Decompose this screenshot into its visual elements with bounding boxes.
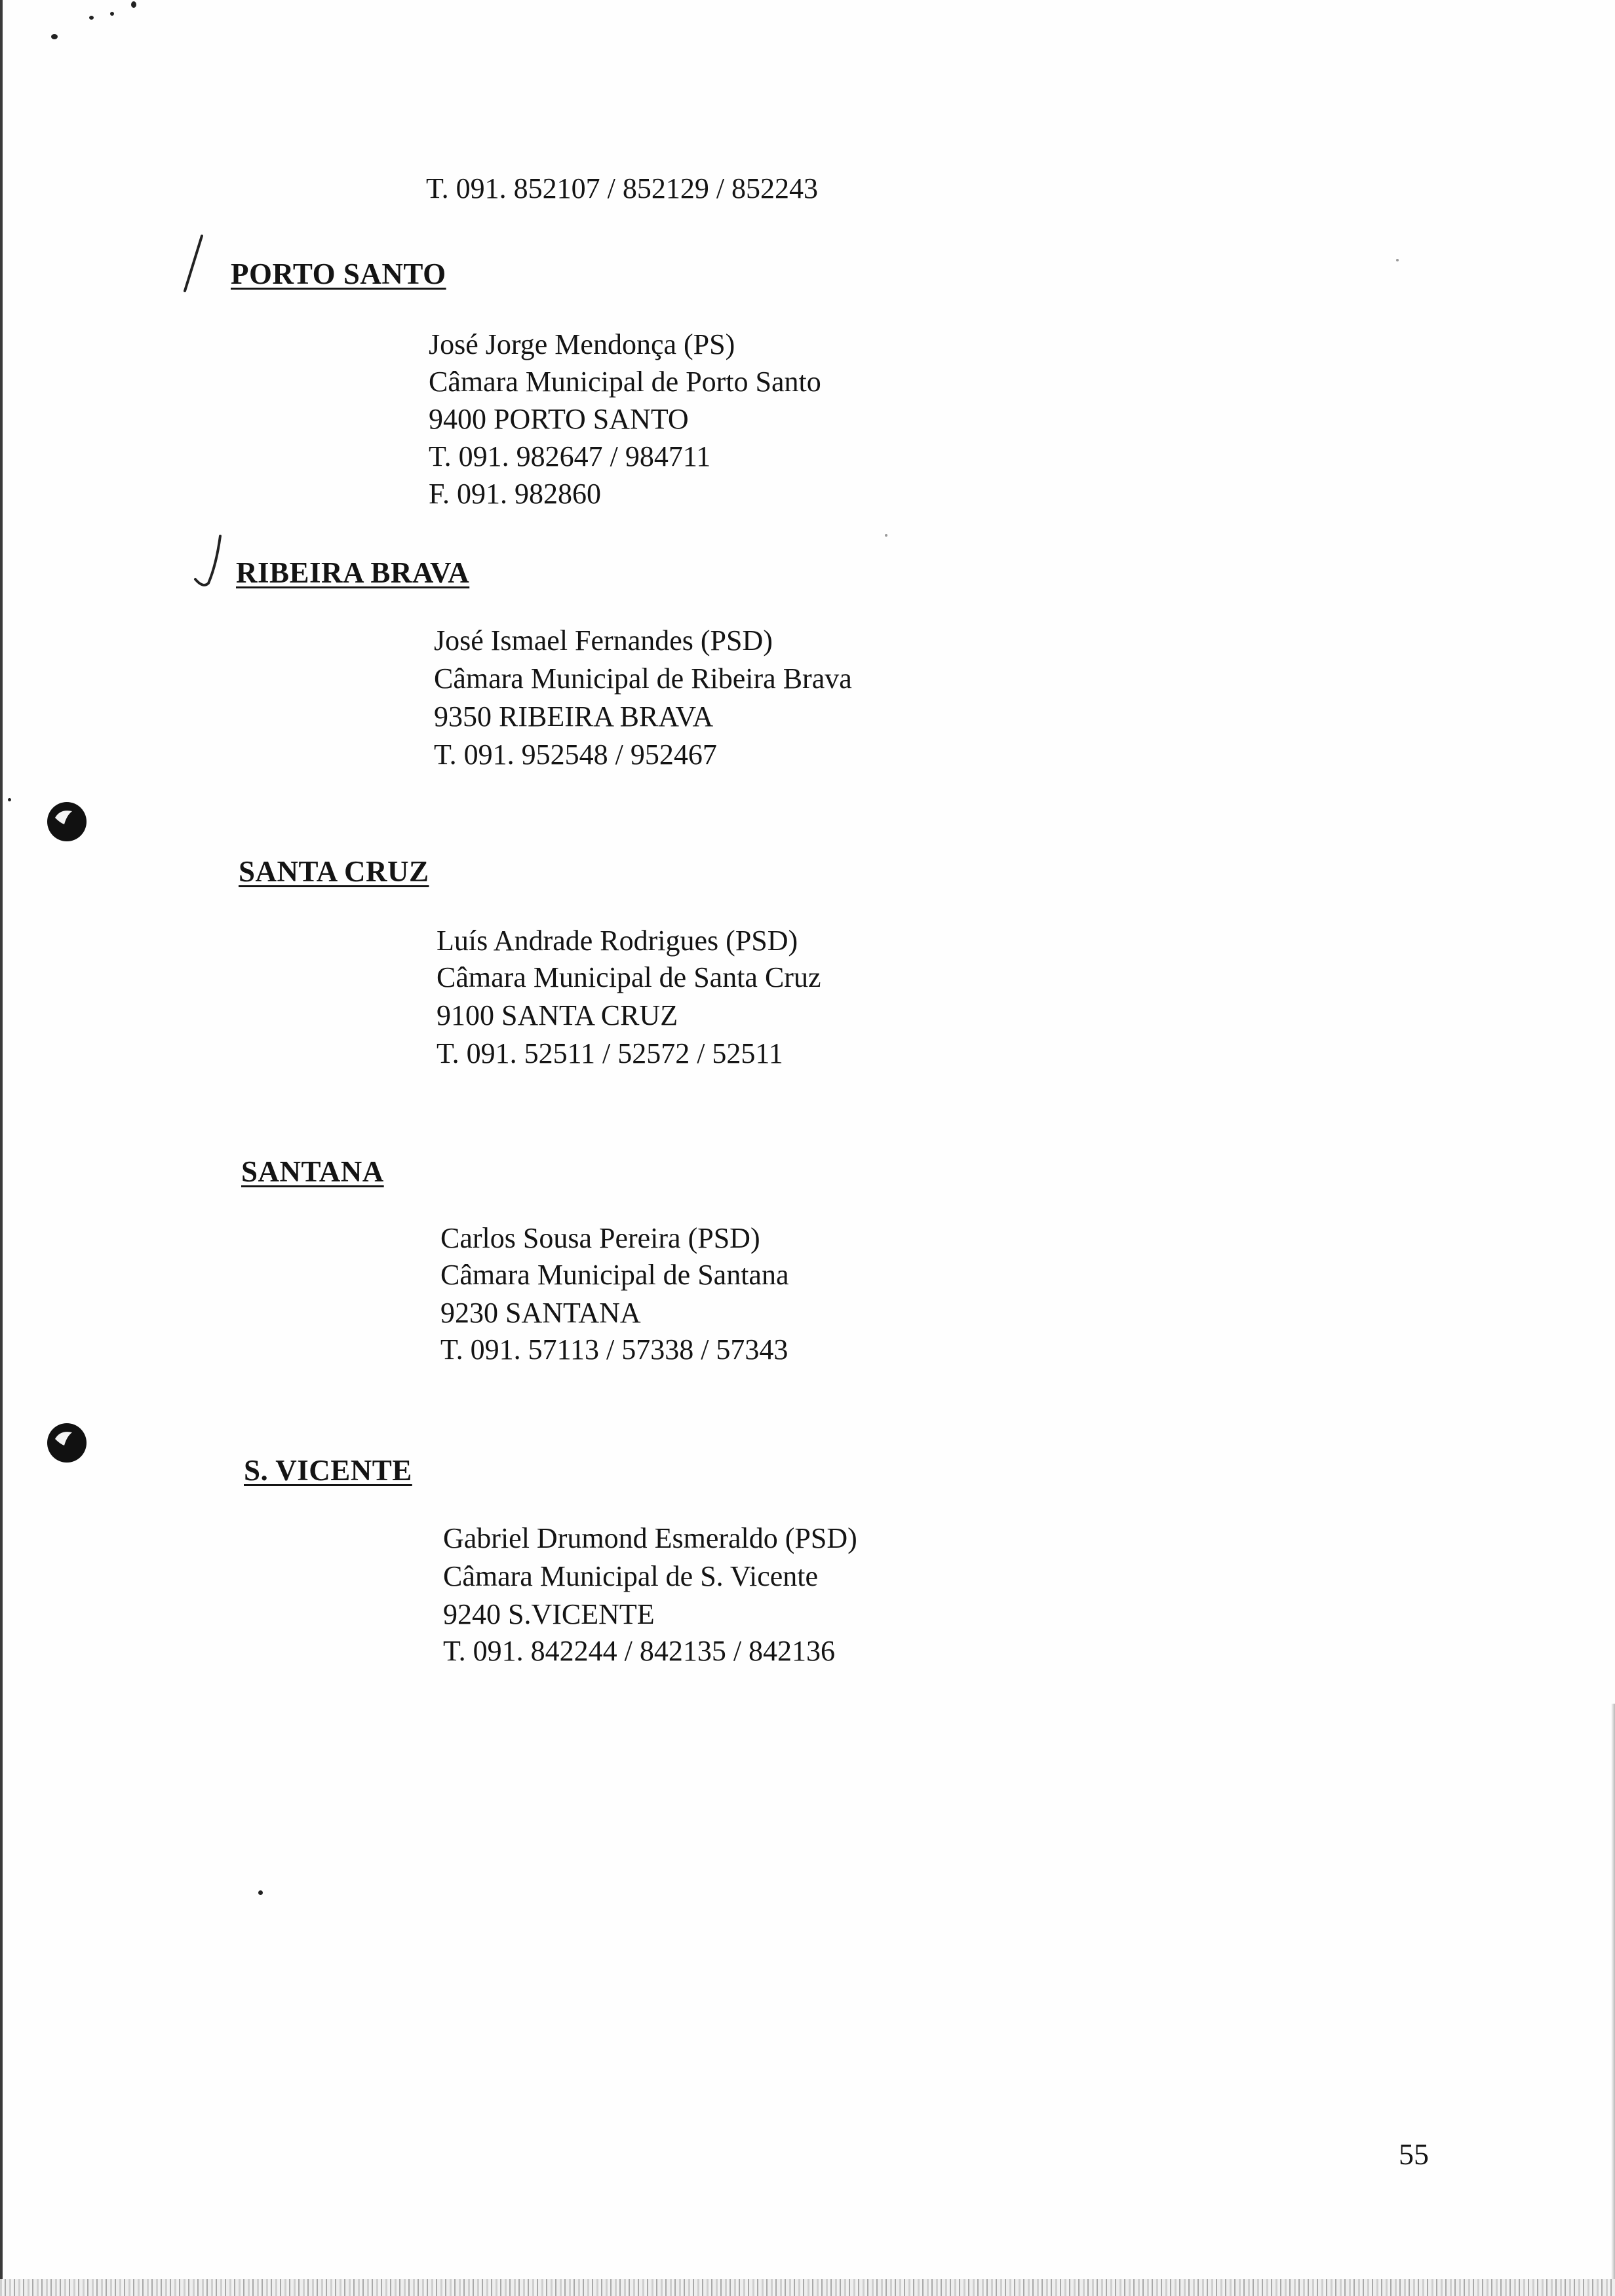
section-heading-ribeira-brava: RIBEIRA BRAVA xyxy=(236,556,470,589)
entry-name: José Jorge Mendonça (PS) xyxy=(429,328,735,360)
entry-name: José Ismael Fernandes (PSD) xyxy=(434,624,773,657)
entry-address: Câmara Municipal de Santana xyxy=(440,1259,789,1291)
entry-phone: T. 091. 982647 / 984711 xyxy=(429,440,711,472)
entry-postal: 9230 SANTANA xyxy=(440,1297,641,1329)
continued-phone-line: T. 091. 852107 / 852129 / 852243 xyxy=(426,172,819,204)
entry-phone: T. 091. 842244 / 842135 / 842136 xyxy=(443,1635,836,1667)
entry-name: Gabriel Drumond Esmeraldo (PSD) xyxy=(443,1522,857,1554)
section-heading-santana: SANTANA xyxy=(241,1155,384,1188)
entry-postal: 9400 PORTO SANTO xyxy=(429,403,689,435)
page-number: 55 xyxy=(1399,2137,1429,2171)
section-heading-s-vicente: S. VICENTE xyxy=(244,1454,412,1487)
scan-speck xyxy=(110,12,114,16)
section-heading-santa-cruz: SANTA CRUZ xyxy=(239,855,429,888)
entry-postal: 9240 S.VICENTE xyxy=(443,1598,655,1630)
hole-punch-icon xyxy=(41,795,93,848)
entry-postal: 9350 RIBEIRA BRAVA xyxy=(434,700,714,733)
scan-speck xyxy=(258,1890,263,1895)
entry-address: Câmara Municipal de Ribeira Brava xyxy=(434,662,852,695)
handwritten-tick-icon xyxy=(172,232,218,297)
entry-phone: T. 091. 952548 / 952467 xyxy=(434,738,717,771)
entry-postal: 9100 SANTA CRUZ xyxy=(437,999,678,1031)
hole-punch-icon xyxy=(41,1417,93,1469)
section-heading-porto-santo: PORTO SANTO xyxy=(231,258,446,290)
entry-name: Carlos Sousa Pereira (PSD) xyxy=(440,1222,760,1254)
entry-phone: T. 091. 52511 / 52572 / 52511 xyxy=(437,1037,783,1069)
scan-speck xyxy=(131,1,136,8)
scan-speck xyxy=(8,798,11,801)
entry-address: Câmara Municipal de Porto Santo xyxy=(429,366,821,398)
scan-speck xyxy=(1396,259,1399,261)
entry-phone: T. 091. 57113 / 57338 / 57343 xyxy=(440,1333,788,1366)
scan-speck xyxy=(89,16,94,20)
entry-address: Câmara Municipal de S. Vicente xyxy=(443,1560,819,1592)
scan-speck xyxy=(885,534,887,537)
handwritten-tick-icon xyxy=(186,532,232,592)
scan-right-edge xyxy=(1611,1704,1615,2296)
scan-left-edge xyxy=(0,0,3,2296)
scan-bottom-noise xyxy=(0,2279,1615,2296)
entry-address: Câmara Municipal de Santa Cruz xyxy=(437,961,821,993)
scan-speck xyxy=(51,34,58,39)
entry-fax: F. 091. 982860 xyxy=(429,478,601,510)
entry-name: Luís Andrade Rodrigues (PSD) xyxy=(437,925,798,957)
